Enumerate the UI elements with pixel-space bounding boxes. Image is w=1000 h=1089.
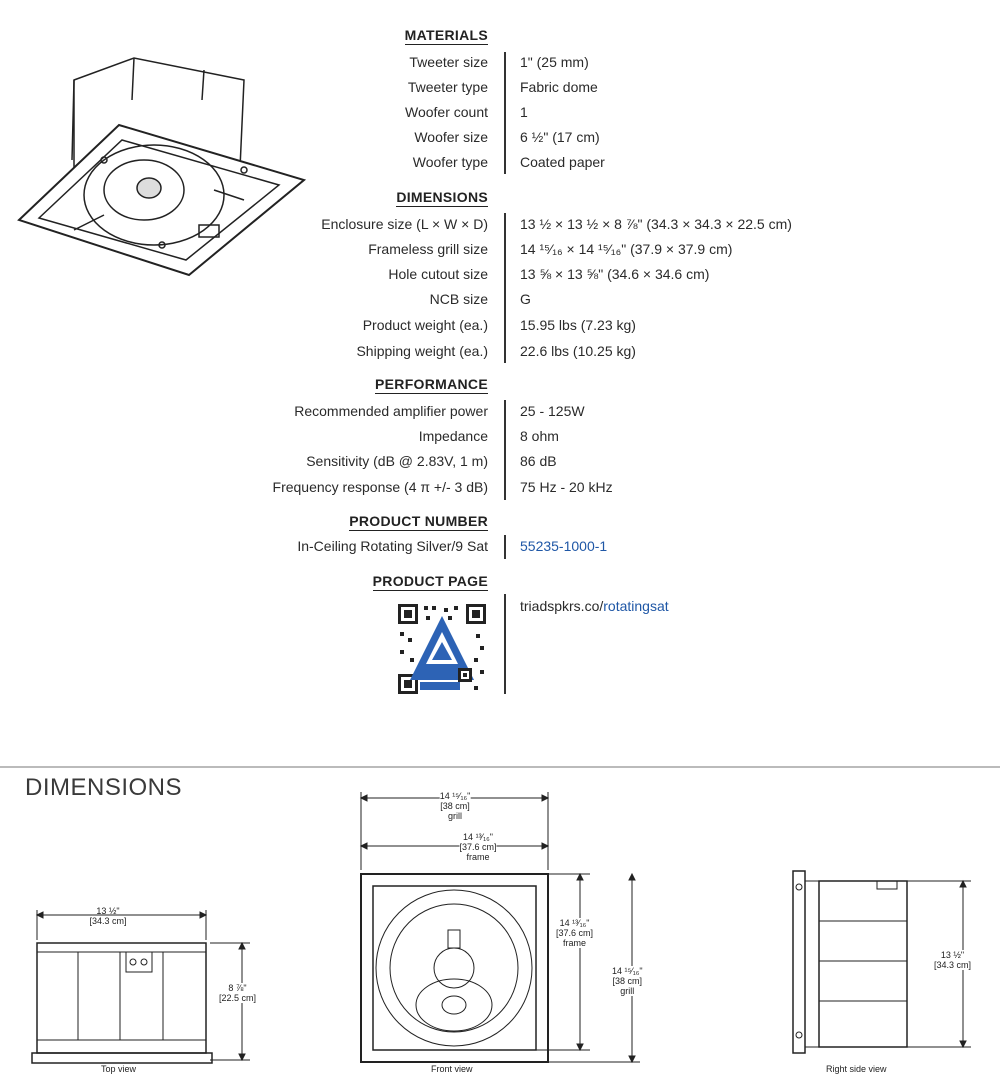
top-width-imperial: 13 ½" (96, 906, 120, 916)
url-link[interactable]: rotatingsat (603, 598, 669, 614)
spec-value: 86 dB (520, 453, 557, 469)
front-frame-label: frame (466, 852, 490, 862)
product-page-title: PRODUCT PAGE (372, 573, 488, 589)
spec-value: 6 ½" (17 cm) (520, 129, 600, 145)
front-frame-metric: [37.6 cm] (459, 842, 497, 852)
spec-value: Coated paper (520, 154, 605, 170)
column-divider (504, 52, 506, 174)
qr-code[interactable] (396, 602, 488, 696)
spec-label: NCB size (429, 291, 488, 307)
top-view-caption: Top view (101, 1064, 137, 1074)
top-depth-imperial: 8 ⅞" (228, 983, 247, 993)
spec-value: 25 - 125W (520, 403, 585, 419)
dimensions-drawing-title: DIMENSIONS (25, 774, 183, 801)
front-frame-imperial: 14 ¹³⁄₁₆" (463, 832, 493, 842)
spec-value: 8 ohm (520, 428, 559, 444)
spec-value: G (520, 291, 531, 307)
spec-label: Sensitivity (dB @ 2.83V, 1 m) (306, 453, 488, 469)
spec-value: 1 (520, 104, 528, 120)
column-divider (504, 594, 506, 694)
side-height-imperial: 13 ½" (940, 950, 965, 960)
spec-label: Recommended amplifier power (294, 403, 488, 419)
spec-value: Fabric dome (520, 79, 598, 95)
product-number-value (520, 538, 607, 554)
spec-value: 1" (25 mm) (520, 54, 589, 70)
spec-value: 13 ½ × 13 ½ × 8 ⅞" (34.3 × 34.3 × 22.5 cm) (520, 216, 792, 232)
spec-value: 14 ¹⁵⁄₁₆ × 14 ¹⁵⁄₁₆" (37.9 × 37.9 cm) (520, 241, 733, 257)
front-side-frame-imperial: 14 ¹³⁄₁₆" (559, 918, 590, 928)
front-grill-imperial: 14 ¹⁵⁄₁₆" (439, 791, 471, 801)
side-height-metric: [34.3 cm] (934, 960, 972, 970)
product-number-title: PRODUCT NUMBER (349, 513, 488, 529)
performance-title: PERFORMANCE (375, 376, 488, 392)
front-side-grill-label: grill (620, 986, 635, 996)
column-divider (504, 400, 506, 500)
spec-label: Woofer count (404, 104, 488, 120)
spec-value: 75 Hz - 20 kHz (520, 479, 613, 495)
product-number-link[interactable]: 55235-1000-1 (520, 538, 608, 554)
front-grill-metric: [38 cm] (440, 801, 470, 811)
spec-label: Product weight (ea.) (362, 317, 488, 333)
front-grill-label: grill (447, 811, 463, 821)
product-number-label: In-Ceiling Rotating Silver/9 Sat (297, 538, 488, 554)
section-divider (0, 766, 1000, 768)
column-divider (504, 535, 506, 559)
spec-label: Shipping weight (ea.) (356, 343, 488, 359)
spec-label: Woofer type (412, 154, 488, 170)
front-side-grill-imperial: 14 ¹⁵⁄₁₆" (612, 966, 643, 976)
dimensions-title: DIMENSIONS (396, 189, 488, 205)
spec-label: Tweeter type (407, 79, 488, 95)
top-width-metric: [34.3 cm] (89, 916, 127, 926)
url-prefix: triadspkrs.co/ (520, 598, 604, 614)
materials-title: MATERIALS (404, 27, 488, 43)
top-depth-metric: [22.5 cm] (219, 993, 257, 1003)
spec-value: 22.6 lbs (10.25 kg) (520, 343, 636, 359)
spec-label: Enclosure size (L × W × D) (321, 216, 488, 232)
spec-value: 13 ⅝ × 13 ⅝" (34.6 × 34.6 cm) (520, 266, 710, 282)
front-side-grill-metric: [38 cm] (612, 976, 643, 986)
spec-label: Frameless grill size (368, 241, 488, 257)
front-view-caption: Front view (431, 1064, 473, 1074)
spec-label: Woofer size (414, 129, 488, 145)
front-view-drawing (350, 790, 680, 1070)
column-divider (504, 213, 506, 363)
spec-label: Hole cutout size (388, 266, 488, 282)
front-side-frame-label: frame (563, 938, 587, 948)
spec-value: 15.95 lbs (7.23 kg) (520, 317, 636, 333)
product-page-url (520, 598, 669, 614)
front-side-frame-metric: [37.6 cm] (556, 928, 594, 938)
spec-label: Impedance (418, 428, 488, 444)
spec-label: Tweeter size (409, 54, 488, 70)
speaker-product-image (14, 40, 314, 285)
spec-label: Frequency response (4 π +/- 3 dB) (272, 479, 488, 495)
side-view-caption: Right side view (826, 1064, 887, 1074)
